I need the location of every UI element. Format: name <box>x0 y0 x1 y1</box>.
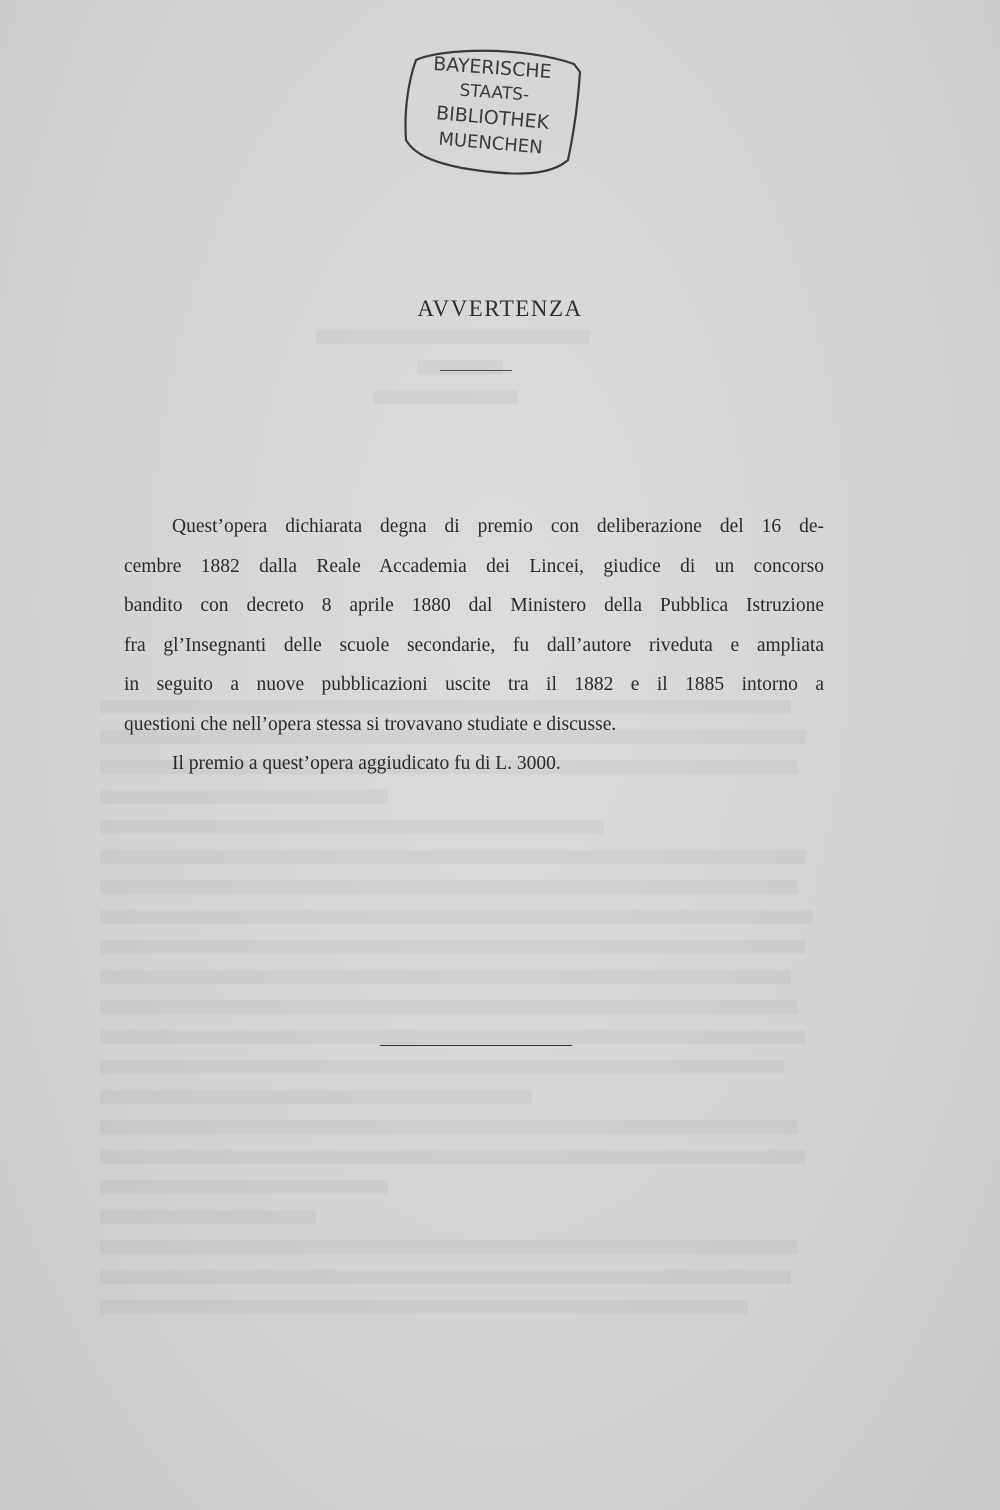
stamp-line-1: BAYERISCHE <box>432 52 553 84</box>
paragraph-2: Il premio a quest’opera aggiudicato fu di L. 3000. <box>172 753 561 774</box>
title-rule <box>440 370 512 371</box>
paragraph-1-line-6: questioni che nell’opera stessa si trovavano studiate e discusse. <box>124 713 617 735</box>
bleed-through-texture <box>100 330 820 420</box>
notice-body <box>124 507 824 784</box>
library-stamp <box>402 42 582 177</box>
stamp-line-4: MUENCHEN <box>437 128 544 159</box>
paragraph-1-line-4: fra gl’Insegnanti delle scuole secondarie, fu dall’autore riveduta e ampliata <box>124 634 824 656</box>
stamp-line-2: STAATS- <box>458 80 530 106</box>
bleed-through-texture-lower <box>100 700 820 1330</box>
stamp-line-3: BIBLIOTHEK <box>435 102 550 134</box>
paragraph-1-line-2: cembre 1882 dalla Reale Accademia dei Lincei, giudice di un concorso <box>124 555 824 577</box>
paragraph-1-line-5: in seguito a nuove pubblicazioni uscite tra il 1882 e il 1885 intorno a <box>124 674 824 695</box>
paragraph-1-line-3: bandito con decreto 8 aprile 1880 dal Ministero della Pubblica Istruzione <box>124 595 824 616</box>
page-title: AVVERTENZA <box>417 296 583 321</box>
paragraph-1-line-1: Quest’opera dichiarata degna di premio con deliberazione del 16 de- <box>172 516 824 537</box>
closing-rule <box>380 1045 572 1046</box>
